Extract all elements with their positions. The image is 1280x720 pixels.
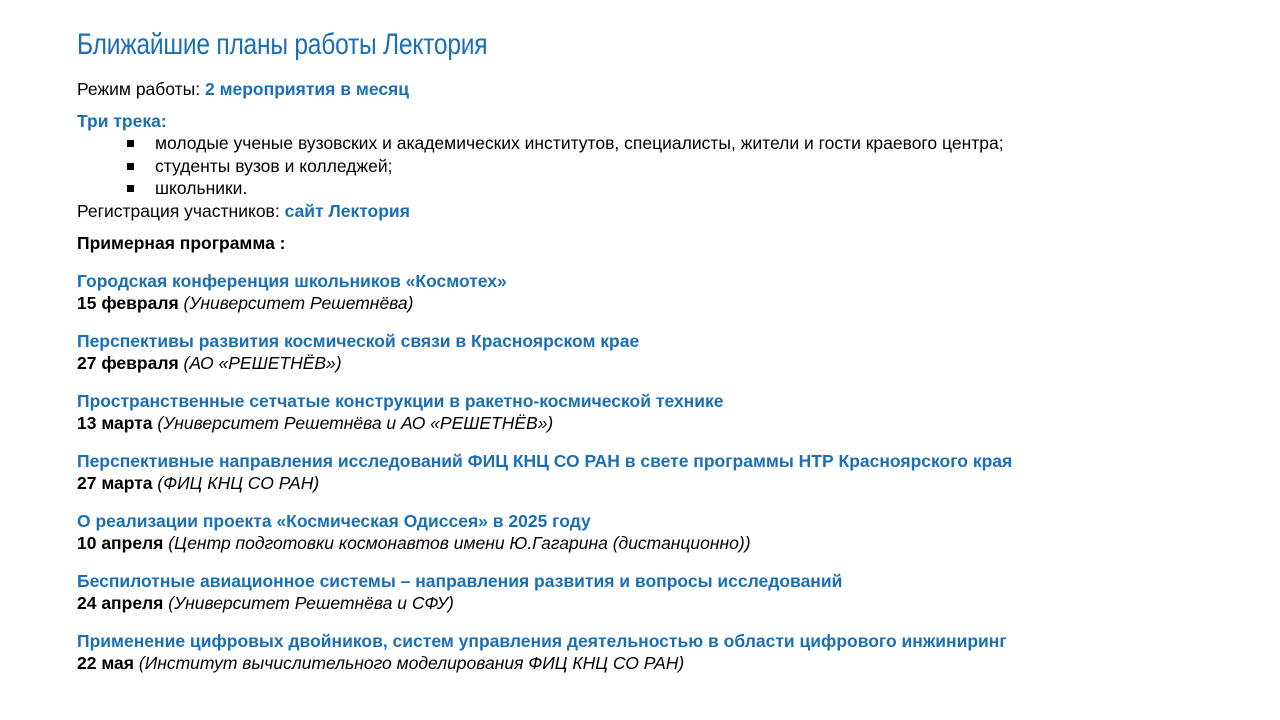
event-date-line bbox=[77, 652, 1257, 674]
event-date-line bbox=[77, 292, 1257, 314]
event-date-line bbox=[77, 532, 1257, 554]
event-place: (Университет Решетнёва и СФУ) bbox=[168, 592, 454, 613]
page-title: Ближайшие планы работы Лектория bbox=[77, 28, 488, 61]
tracks-list bbox=[77, 132, 1257, 200]
event-title: О реализации проекта «Космическая Одиссея» в 2025 году bbox=[77, 510, 591, 531]
event-title: Городская конференция школьников «Космотех» bbox=[77, 270, 507, 291]
event-place: (Центр подготовки космонавтов имени Ю.Гагарина (дистанционно)) bbox=[168, 532, 751, 553]
bullet-icon bbox=[127, 185, 134, 192]
event-date: 24 апреля bbox=[77, 592, 164, 613]
bullet-icon bbox=[127, 140, 134, 147]
event-item bbox=[77, 570, 1257, 614]
event-item bbox=[77, 630, 1257, 674]
tracks-heading: Три трека: bbox=[77, 111, 167, 131]
bullet-icon bbox=[127, 163, 134, 170]
work-mode bbox=[77, 78, 1257, 100]
event-date-line bbox=[77, 592, 1257, 614]
list-item bbox=[127, 155, 1257, 178]
track-text: молодые ученые вузовских и академических институтов, специалисты, жители и гости краевого центра; bbox=[155, 133, 1004, 153]
event-item bbox=[77, 510, 1257, 554]
event-item bbox=[77, 390, 1257, 434]
event-date: 27 марта bbox=[77, 472, 153, 493]
event-date: 13 марта bbox=[77, 412, 153, 433]
event-item bbox=[77, 330, 1257, 374]
event-title: Применение цифровых двойников, систем управления деятельностью в области цифрового инжиниринг bbox=[77, 630, 1007, 651]
event-place: (Университет Решетнёва) bbox=[183, 292, 414, 313]
event-date-line bbox=[77, 472, 1257, 494]
registration-link[interactable]: сайт Лектория bbox=[284, 200, 410, 221]
event-item bbox=[77, 270, 1257, 314]
track-text: студенты вузов и колледжей; bbox=[155, 155, 393, 176]
event-date: 27 февраля bbox=[77, 352, 179, 373]
event-date: 10 апреля bbox=[77, 532, 164, 553]
registration-label: Регистрация участников: bbox=[77, 200, 285, 221]
event-place: (Институт вычислительного моделирования ФИЦ КНЦ СО РАН) bbox=[138, 652, 685, 673]
work-mode-label: Режим работы: bbox=[77, 79, 205, 99]
event-date-line bbox=[77, 352, 1257, 374]
event-title: Перспективные направления исследований ФИЦ КНЦ СО РАН в свете программы НТР Красноярского края bbox=[77, 450, 1013, 471]
work-mode-value: 2 мероприятия в месяц bbox=[204, 79, 410, 99]
event-place: (Университет Решетнёва и АО «РЕШЕТНЁВ») bbox=[157, 412, 554, 433]
event-place: (ФИЦ КНЦ СО РАН) bbox=[157, 472, 320, 493]
list-item bbox=[127, 132, 1257, 155]
list-item bbox=[127, 177, 1257, 200]
registration bbox=[77, 200, 1257, 222]
event-date-line bbox=[77, 412, 1257, 434]
event-title: Беспилотные авиационное системы – направления развития и вопросы исследований bbox=[77, 570, 843, 591]
track-text: школьники. bbox=[155, 178, 248, 198]
slide bbox=[77, 26, 1257, 674]
event-item bbox=[77, 450, 1257, 494]
event-title: Перспективы развития космической связи в Красноярском крае bbox=[77, 330, 640, 351]
event-date: 22 мая bbox=[77, 652, 134, 673]
program-heading: Примерная программа : bbox=[77, 232, 286, 253]
event-title: Пространственные сетчатые конструкции в ракетно-космической технике bbox=[77, 390, 724, 411]
event-date: 15 февраля bbox=[77, 292, 179, 313]
event-place: (АО «РЕШЕТНЁВ») bbox=[183, 352, 342, 373]
